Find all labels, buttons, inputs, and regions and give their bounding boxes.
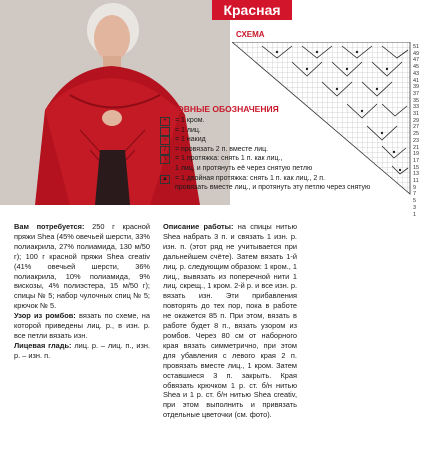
legend-item: \ = 1 протяжка: снять 1 п. как лиц., xyxy=(160,154,430,164)
scheme-row-number: 37 xyxy=(413,90,420,97)
scheme-row-number: 17 xyxy=(413,157,420,164)
legend-item: / = провязать 2 п. вместе лиц. xyxy=(160,145,430,155)
scheme-row-number: 23 xyxy=(413,137,420,144)
scheme-row-number: 49 xyxy=(413,50,420,57)
double-decrease-symbol: ▲ xyxy=(160,175,170,184)
legend-item: = 1 лиц. xyxy=(160,126,430,136)
scheme-row-number: 13 xyxy=(413,171,420,178)
legend-item: • = 1 кром. xyxy=(160,116,430,126)
stockinette-paragraph: Лицевая гладь: лиц. р. – лиц. п., изн. р. – изн. п. xyxy=(14,340,150,360)
edge-stitch-symbol: • xyxy=(160,117,170,126)
legend-item-continuation: 1 лиц. и протянуть её через снятую петлю xyxy=(175,164,313,172)
scheme-row-number: 7 xyxy=(413,191,417,198)
description-paragraph: Описание работы: на спицы нитью Shea набрать 3 п. и связать 1 изн. р. изн. п. (этот ряд не учитывается при дальнейшем счёте). Затем вязать 1-й лиц. р. следующим образом: 1 кром., 1 лиц., вывязать из поперечной нити 1 лиц. скрещ., 1 кром. 2-й р. и все изн. р. вязать изн. Эти прибавления повторять до тех пор, пока в работе не окажется 85 п. При этом, вязать в работе будет 8 п., вязать узором из ромбов. Через 80 см от наборного края вязать симметрично, при этом для убавления с левого края 2 п. провязать вместе лиц., 1 кром. Затем оставшиеся 3 п. закрыть. Края обвязать крючком 1 р. ст. б/н нитью Shea и 1 р. ст. б/н нитью Shea creativ, при этом выполнить и привязать отдельные цветочки (см. фото). xyxy=(163,222,297,420)
legend-item-continuation: провязать вместе лиц., и протянуть эту петлю через снятую xyxy=(175,184,371,192)
materials-paragraph: Вам потребуется: 250 г красной пряжи Shea (45% овечьей шерсти, 33% полиакрила, 27% полиамида, 130 м/50 г); 100 г красной пряжи Shea creativ (41% овечьей шерсти, 36% полиакрила, 10% полиамида, 9% вискозы, 4% полиэстера, 15 м/50 г); спицы № 5; набор чулочных спиц № 5; крючок № 5. xyxy=(14,222,150,311)
yarn-over-symbol: ○ xyxy=(160,136,170,145)
scheme-row-number: 11 xyxy=(413,178,419,185)
scheme-row-number: 25 xyxy=(413,131,420,138)
k2tog-symbol: / xyxy=(160,146,170,155)
scheme-row-number: 47 xyxy=(413,57,420,64)
page-title: Красная xyxy=(212,0,292,20)
scheme-row-number: 45 xyxy=(413,64,420,71)
scheme-row-number: 1 xyxy=(413,211,417,218)
scheme-row-number: 33 xyxy=(413,104,420,111)
scheme-row-number: 35 xyxy=(413,97,420,104)
scheme-row-number: 43 xyxy=(413,70,420,77)
pattern-paragraph: Узор из ромбов: вязать по схеме, на которой приведены лиц. р., в изн. р. все петли вязать изн. xyxy=(14,311,150,340)
scheme-row-number: 27 xyxy=(413,124,420,131)
scheme-row-number: 15 xyxy=(413,164,420,171)
scheme-row-number: 3 xyxy=(413,204,417,211)
scheme-row-number: 19 xyxy=(413,151,420,158)
scheme-row-number: 29 xyxy=(413,117,420,124)
description-column xyxy=(163,222,297,420)
legend-title: УСЛОВНЫЕ ОБОЗНАЧЕНИЯ xyxy=(160,104,279,114)
legend-item: ○ = 1 накид xyxy=(160,135,430,145)
legend-item: ▲ = 1 двойная протяжка: снять 1 п. как лиц., 2 п. xyxy=(160,174,430,184)
scheme-row-number: 39 xyxy=(413,84,420,91)
materials-column xyxy=(14,222,150,361)
scheme-row-number: 41 xyxy=(413,77,420,84)
scheme-row-number: 9 xyxy=(413,184,417,191)
skpo-symbol: \ xyxy=(160,155,170,164)
scheme-row-number: 31 xyxy=(413,111,420,118)
scheme-row-number: 21 xyxy=(413,144,420,151)
scheme-row-number: 5 xyxy=(413,198,417,205)
scheme-row-number: 51 xyxy=(413,44,420,50)
scheme-title: СХЕМА xyxy=(236,30,265,39)
legend xyxy=(160,116,430,193)
